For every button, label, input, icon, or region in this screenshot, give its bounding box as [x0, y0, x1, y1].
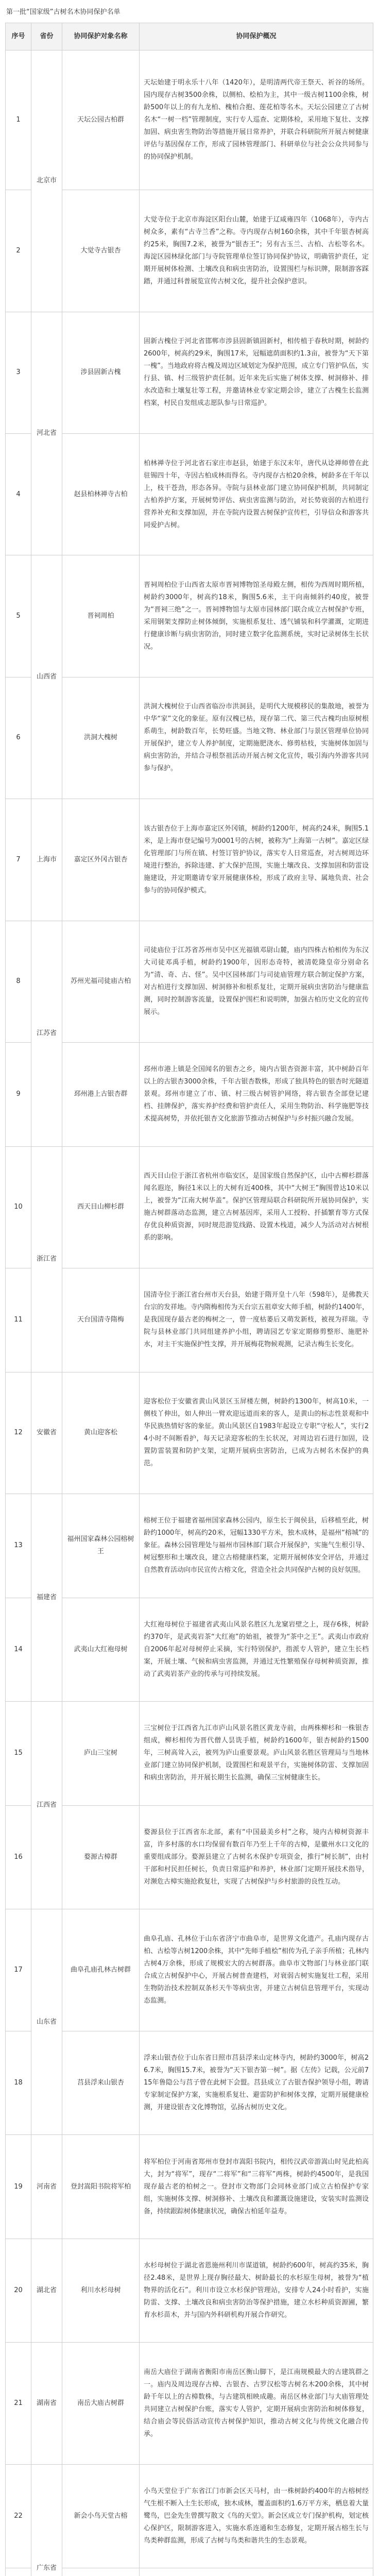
protected-object-name: 利川水杉母树	[62, 2239, 140, 2343]
protected-object-name: 南岳大庙古树群	[62, 2343, 140, 2464]
protection-overview: 洪洞大槐树位于山西省临汾市洪洞县，是明代大规模移民的集散地，被誉为中华“家”文化的象征。原有汉槐已枯，现存第二代、第三代古槐均由原树根系萌生，树龄数百年，长势旺盛。当地文物、林业部门与景区管理单位协同开展保护，建立专人养护制度，定期施肥浇水、修剪枯枝，实施树体加固与病虫害防治，并结合寻根祭祖活动开展古树文化宣传，吸引海内外游客共同参与保护。	[140, 677, 373, 799]
row-number: 12	[6, 1372, 31, 1494]
table-header	[6, 23, 373, 50]
province-cell: 山西省	[31, 555, 62, 799]
protected-object-name: 晋祠周柏	[62, 555, 140, 677]
table-row	[6, 2343, 373, 2464]
protection-overview: 司徒庙位于江苏省苏州市吴中区光福镇邓尉山麓，庙内四株古柏相传为东汉大司徒邓禹手植，树龄约1900年，因形态奇特，被清乾隆皇帝分别命名为“清、奇、古、怪”。吴中区园林部门与司徒庙管理方联合制定保护方案，对古柏进行支撑加固、树洞修补和根系复壮，定期开展病虫害防治与健康监测，同时控制游客流量，设置保护围栏和说明牌，加强古柏历史文化的宣传展示。	[140, 921, 373, 1042]
protected-object-name: 登封嵩阳书院将军柏	[62, 2135, 140, 2239]
protection-overview: 婺源县位于江西省东北部，素有“中国最美乡村”之称，境内古樟树资源丰富，许多村落的水口均保留有数百年乃至上千年的古樟，是徽州水口文化的重要组成部分。婺源县建立了古树名木保护专项资金，推行“树长制”，由村干部和村民担任树长，负责日常巡护和养护，林业部门定期开展技术指导，对濒危古樟实施抢救复壮，实现了古树保护与乡村旅游的良性互动。	[140, 1805, 373, 1909]
protection-list-table	[5, 23, 373, 2576]
column-header-object-name: 协同保护对象名称	[62, 23, 140, 50]
row-number: 19	[6, 2135, 31, 2239]
province-cell: 山东省	[31, 1909, 62, 2135]
row-number: 3	[6, 312, 31, 433]
table-row	[6, 1146, 373, 1268]
column-header-province: 省份	[31, 23, 62, 50]
protected-object-name: 莒县浮来山银杏	[62, 2031, 140, 2135]
province-cell: 湖南省	[31, 2343, 62, 2464]
row-number: 16	[6, 1805, 31, 1909]
protection-overview	[140, 2568, 373, 2576]
row-number: 17	[6, 1909, 31, 2031]
table-row	[6, 1909, 373, 2031]
protection-overview: 晋祠周柏位于山西省太原市晋祠博物馆圣母殿左侧，相传为西周时期所植，树龄约3000年，树高约18米，胸围5.6米，主干向南倾斜约40度，被誉为“晋祠三绝”之一。晋祠博物馆与太原市园林部门联合成立古树保护专班，采用钢架支撑防止树体倾倒，实施根系复壮、透气铺装和科学灌溉，定期进行健康诊断与病虫害防治，同时建立数字化监测系统，实时记录树体生长状况。	[140, 555, 373, 677]
row-number: 9	[6, 1042, 31, 1146]
protection-overview: 曲阜孔庙、孔林位于山东省济宁市曲阜市，是世界文化遗产。孔庙内现存古柏、古桧等古树1200余株，其中“先师手植桧”相传为孔子亲手所植；孔林内古树4万余株，形成了规模宏大的古树群落。曲阜市文物部门与林业部门联合成立古树保护中心，开展古树普查建档，对衰弱古树实施复壮工程，采用生物防治技术控制双条杉天牛等病虫害，并建立古树信息管理平台，实现动态监测。	[140, 1909, 373, 2031]
protected-object-name: 天坛公园古柏群	[62, 50, 140, 190]
column-header-overview: 协同保护概况	[140, 23, 373, 50]
protection-overview: 大红袍母树位于福建省武夷山风景名胜区九龙窠岩壁之上，现存6株，树龄约370年，是武夷岩茶“大红袍”的始祖，被誉为“茶中之王”。武夷山市政府自2006年起对母树停止采摘，实行特别保护，指派专人管护，建立生长档案，开展土壤、气候和病虫害监测，并通过无性繁殖保存母树种质资源，推动了武夷岩茶产业的传承与可持续发展。	[140, 1598, 373, 1702]
table-row	[6, 2464, 373, 2568]
row-number: 5	[6, 555, 31, 677]
protection-overview: 该古银杏位于上海市嘉定区外冈镇，树龄约1200年，树高约24米，胸围5.1米，是上海市登记编号为0001号的古树，被称为“上海第一古树”。嘉定区绿化管理部门与所在镇、村签订管护协议，落实专人日常巡查，对古树周边环境进行整治，拆除违建、扩大保护范围，实施土壤改良、支撑加固和防雷设施建设，并定期邀请专家开展健康体检，形成了政府主导、属地负责、社会参与的协同保护模式。	[140, 799, 373, 921]
header-row	[6, 23, 373, 50]
province-cell: 江西省	[31, 1702, 62, 1909]
table-row	[6, 1702, 373, 1806]
table-row	[6, 555, 373, 677]
row-number: 8	[6, 921, 31, 1042]
protected-object-name: 武夷山大红袍母树	[62, 1598, 140, 1702]
protection-overview: 固新古槐位于河北省邯郸市涉县固新镇固新村，相传植于春秋时期，树龄约2600年，树高约29米，胸围17米，冠幅遮荫面积约1.3亩，被誉为“天下第一槐”。当地政府将古槐及周边区域划定为保护范围，成立专门管护队伍，实行县、镇、村三级管护责任制。近年来先后实施了树体支撑、树洞修补、排水改造和土壤复壮等工程，并邀请林业专家定期会诊，建立了古槐生长监测档案，村民自发组成志愿队参与日常巡护。	[140, 312, 373, 433]
province-cell: 湖北省	[31, 2239, 62, 2343]
column-header-number: 序号	[6, 23, 31, 50]
row-number: 14	[6, 1598, 31, 1702]
protection-overview: 西天目山位于浙江省杭州市临安区，是国家级自然保护区，山中古柳杉群落闻名遐迩，胸径1米以上的大树有近400株，其中“大树王”胸围曾达10米以上，被誉为“江南大树华盖”。保护区管理局联合科研院所开展协同保护，实施古树群落动态监测，建立古树基因库，采用人工授粉、扦插繁育等方式保存优良种质资源，同时规范游览线路、设置木栈道，减少人为活动对古树根系的影响。	[140, 1146, 373, 1268]
province-cell: 安徽省	[31, 1372, 62, 1494]
table-row	[6, 799, 373, 921]
table-body	[6, 50, 373, 2576]
protection-overview: 邳州市港上镇是全国闻名的银杏之乡，境内古银杏资源丰富，其中树龄百年以上的古银杏3000余株，千年古银杏数株，形成了独具特色的银杏时光隧道景观。邳州市建立了市、镇、村三级古树管护网络，将古银杏全部登记建档、挂牌保护，落实养护经费和管护责任人，采用生物防治、科学施肥等技术提高树势，并依托银杏文化旅游节推动古树保护与乡村振兴融合发展。	[140, 1042, 373, 1146]
protection-overview: 小鸟天堂位于广东省江门市新会区天马村，由一株树龄约400年的古榕树经气生根不断入土生长形成，独木成林，覆盖面积约1.6万平方米，栖息着大量鹭鸟，巴金先生曾撰写散文《鸟的天堂》。新会区成立专门保护机构，划定核心保护区，限制游客进入，实施水系连通和生态修复，定期开展古榕生长与鸟类种群监测，形成了古树与鸟类和谐共生的生态景观。	[140, 2464, 373, 2568]
row-number	[6, 2568, 31, 2576]
table-row	[6, 1372, 373, 1494]
protection-overview: 迎客松位于安徽省黄山风景区玉屏楼左侧，树龄约1300年，树高10米，一侧枝丫伸出，如人伸出一臂欢迎远道而来的客人，是黄山的标志性景观和中华民族热情好客的象征。黄山风景区自1983年起设立专职“守松人”，实行24小时不间断看护，每天记录迎客松的生长状况，对周边岩石进行加固，设置防雷装置和防护支架，定期开展病虫害防治，已成为古树名木保护的典范。	[140, 1372, 373, 1494]
protection-overview: 三宝树位于江西省九江市庐山风景名胜区黄龙寺前，由两株柳杉和一株银杏组成，柳杉相传为晋代僧人昙诜手植，树龄约1600年，银杏树龄约1500年，三树高耸入云，被列为庐山重要景观。庐山风景名胜区管理局与当地林业部门建立协同保护机制，设置围栏和观景平台，实施树体防雷、支撑加固和病虫害防治，并开展长期生长监测，确保三宝树健康生长。	[140, 1702, 373, 1806]
row-number: 1	[6, 50, 31, 190]
province-cell: 江苏省	[31, 921, 62, 1146]
protected-object-name: 婺源古樟群	[62, 1805, 140, 1909]
protected-object-name: 黄山迎客松	[62, 1372, 140, 1494]
protection-overview: 大觉寺位于北京市海淀区阳台山麓，始建于辽咸雍四年（1068年），寺内古树众多，素有“古寺兰香”之称。寺内现存古树160余株，其中千年银杏树高约25米，胸围7.2米，被誉为“银杏王”；另有古玉兰、古柏、古松等名木。海淀区园林绿化部门与寺院管理单位签订协同保护协议，明确管护责任，定期开展树体检测、土壤改良和病虫害防治，设置围栏与标识牌，限制游客踩踏，并通过科普展览宣传古树文化，提升社会保护意识。	[140, 190, 373, 312]
row-number: 2	[6, 190, 31, 312]
province-cell: 广东省	[31, 2464, 62, 2576]
province-cell: 河北省	[31, 312, 62, 555]
row-number: 11	[6, 1268, 31, 1372]
protected-object-name: 大觉寺古银杏	[62, 190, 140, 312]
protection-overview: 柏林禅寺位于河北省石家庄市赵县，始建于东汉末年，唐代从谂禅师曾在此驻锡四十年，寺因古柏成林而得名。寺内现存古柏20余株，树龄多在千年以上，枝干苍劲，形态各异。寺院与县林业部门建立协同保护机制，共同制定古柏养护方案，开展树势评估、病虫害监测与防治，对长势衰弱的古柏进行营养补充和支撑加固，并在寺院内设置古树保护宣传栏，引导信众和游客共同爱护古树。	[140, 433, 373, 555]
protected-object-name: 庐山三宝树	[62, 1702, 140, 1806]
province-cell: 河南省	[31, 2135, 62, 2239]
table-row	[6, 312, 373, 433]
protected-object-name: 西天目山柳杉群	[62, 1146, 140, 1268]
protected-object-name: 嘉定区外冈古银杏	[62, 799, 140, 921]
protected-object-name: 涉县固新古槐	[62, 312, 140, 433]
row-number: 15	[6, 1702, 31, 1806]
row-number: 10	[6, 1146, 31, 1268]
table-row	[6, 2239, 373, 2343]
protection-overview: 将军柏位于河南省郑州市登封市嵩阳书院内，相传汉武帝游嵩山时见此柏高大，封为“将军”，现存“二将军”和“三将军”两株，树龄约4500年，是我国现存最古老的柏树之一。登封市文物部门会同林业部门成立古柏保护专家组，实施树体支撑、树洞修补、土壤改良和灌溉设施建设，安装实时监测设备，持续跟踪树体健康状况，确保古柏延年益寿。	[140, 2135, 373, 2239]
protected-object-name: 福州国家森林公园榕树王	[62, 1494, 140, 1598]
protected-object-name: 苏州光福司徒庙古柏	[62, 921, 140, 1042]
province-cell: 上海市	[31, 799, 62, 921]
province-cell: 北京市	[31, 50, 62, 312]
protected-object-name: 天台国清寺隋梅	[62, 1268, 140, 1372]
protection-overview: 南岳大庙位于湖南省衡阳市南岳区衡山脚下，是江南规模最大的古建筑群之一。庙内及周边现存古樟、古银杏、古罗汉松等古树名木200余株，其中树龄千年以上的古樟数株，与古建筑相映成趣。南岳区林业部门与大庙管理处共同建立古树保护台账，落实专人管护，定期开展病虫害防治和树体修复，结合庙会等民俗活动宣传古树保护知识，推动古树文化与传统文化融合传承。	[140, 2343, 373, 2464]
protection-overview: 榕树王位于福建省福州国家森林公园内，原生长于闽侯县，后移植至此，树龄约1000年，树高约20米，冠幅1330平方米，独木成林，是福州“榕城”的象征。森林公园管理处与福州市园林部门联合开展保护，实施气生根引导、树冠整形和土壤改良，建立古榕健康档案，定期开展树体安全评估，并通过自然教育活动向市民宣传古榕文化，营造全社会共同保护古树的良好氛围。	[140, 1494, 373, 1598]
row-number: 21	[6, 2343, 31, 2464]
protected-object-name: 邳州港上古银杏群	[62, 1042, 140, 1146]
row-number: 13	[6, 1494, 31, 1598]
row-number: 22	[6, 2464, 31, 2568]
protected-object-name: 赵县柏林禅寺古柏	[62, 433, 140, 555]
row-number: 18	[6, 2031, 31, 2135]
protection-overview: 国清寺位于浙江省台州市天台县，始建于隋开皇十八年（598年），是佛教天台宗的发祥地。寺内隋梅相传为天台宗五祖章安大师手植，树龄约1400年，是我国现存最古老的梅树之一，曾一度枯萎后又萌发新枝，被视为祥瑞。寺院与县林业部门共同组建养护小组，聘请园艺专家定期修剪整形、施肥补水，对主干实施保护性支撑，并开展梅花物候观测，记录古梅生长变化。	[140, 1268, 373, 1372]
protected-object-name	[62, 2568, 140, 2576]
province-cell: 福建省	[31, 1494, 62, 1701]
page-title: 第一批“国家级”古树名木协同保护名单	[6, 8, 121, 16]
province-cell: 浙江省	[31, 1146, 62, 1372]
protected-object-name: 曲阜孔庙孔林古树群	[62, 1909, 140, 2031]
protection-overview: 水杉母树位于湖北省恩施州利川市谋道镇，树龄约600年，树高约35米，胸径2.48米，是世界上现存胸径最大、树龄最长的水杉原生母树，被誉为“植物界的活化石”。利川市设立水杉保护管理站，安排专人24小时看护，实施防雷、支撑、土壤改良和病虫害防治等保护措施，建立水杉种质资源圃，繁育水杉苗木，并与国内外科研机构开展合作研究。	[140, 2239, 373, 2343]
table-row	[6, 2135, 373, 2239]
protected-object-name: 洪洞大槐树	[62, 677, 140, 799]
protected-object-name: 新会小鸟天堂古榕	[62, 2464, 140, 2568]
table-row	[6, 50, 373, 190]
row-number: 20	[6, 2239, 31, 2343]
row-number: 6	[6, 677, 31, 799]
protection-overview: 天坛始建于明永乐十八年（1420年），是明清两代帝王祭天、祈谷的场所。园内现存古树3500余株，以侧柏、桧柏为主，其中一级古树1100余株，树龄500年以上的有九龙柏、槐柏合抱、莲花柏等名木。天坛公园建立了古树名木“一树一档”管理制度，实行专人巡查、定期体检，采用地下复壮、支撑加固、病虫害生物防治等措施开展日常养护，并联合科研院所开展古树健康评估与基因保存工作，形成了园林管理部门、科研单位与社会公众共同参与的协同保护机制。	[140, 50, 373, 190]
table-row	[6, 1494, 373, 1598]
table-row	[6, 921, 373, 1042]
protection-overview: 浮来山银杏位于山东省日照市莒县浮来山定林寺内，树龄约3000年，树高26.7米，胸围15.7米，被誉为“天下银杏第一树”。据《左传》记载，公元前715年鲁隐公与莒子曾在此树下会盟。莒县成立了古银杏保护领导小组，聘请专家制定保护方案，实施根系复壮、避雷防护和树体支撑，定期开展健康检测，并建设银杏文化博物馆，弘扬古树历史文化。	[140, 2031, 373, 2135]
row-number: 4	[6, 433, 31, 555]
row-number: 7	[6, 799, 31, 921]
